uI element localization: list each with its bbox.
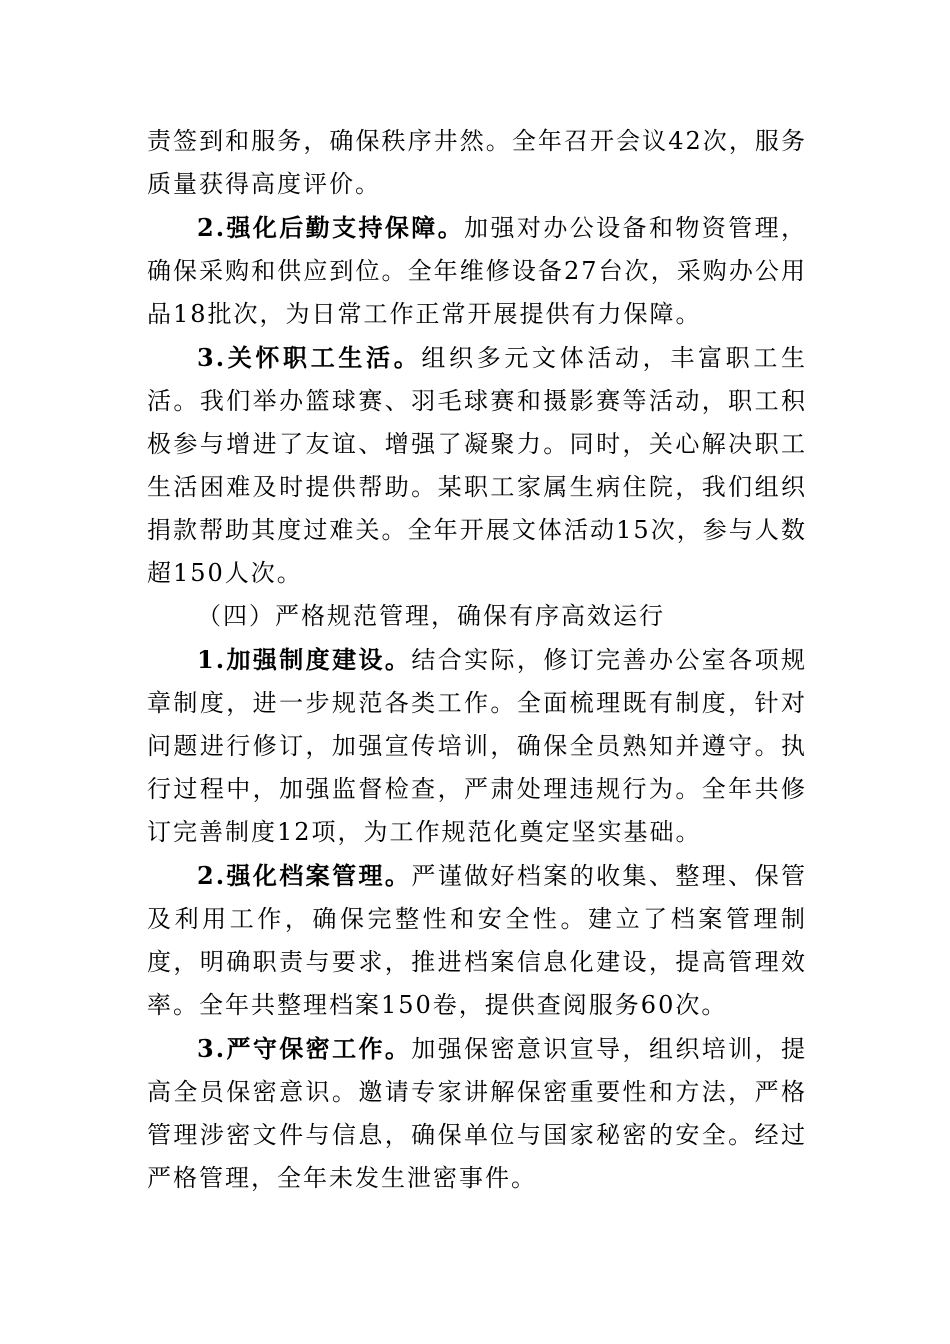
paragraph-archive-management — [147, 854, 807, 1027]
paragraph-lead: 2.强化后勤支持保障。 — [197, 213, 465, 242]
paragraph-text: 组织多元文体活动，丰富职工生活。我们举办篮球赛、羽毛球赛和摄影赛等活动，职工积极参与增进了友谊、增强了凝聚力。同时，关心解决职工生活困难及时提供帮助。某职工家属生病住院，我们组织捐款帮助其度过难关。全年开展文体活动15次，参与人数超150人次。 — [147, 344, 808, 587]
paragraph-text: 结合实际，修订完善办公室各项规章制度，进一步规范各类工作。全面梳理既有制度，针对问题进行修订，加强宣传培训，确保全员熟知并遵守。执行过程中，加强监督检查，严肃处理违规行为。全年共修订完善制度12项，为工作规范化奠定坚实基础。 — [147, 646, 807, 846]
paragraph-text: 责签到和服务，确保秩序井然。全年召开会议42次，服务质量获得高度评价。 — [147, 127, 807, 198]
paragraph-text: 加强对办公设备和物资管理，确保采购和供应到位。全年维修设备27台次，采购办公用品18批次，为日常工作正常开展提供有力保障。 — [147, 214, 807, 328]
paragraph-lead: 3.严守保密工作。 — [197, 1034, 412, 1063]
paragraph-text: 严谨做好档案的收集、整理、保管及利用工作，确保完整性和安全性。建立了档案管理制度，明确职责与要求，推进档案信息化建设，提高管理效率。全年共整理档案150卷，提供查阅服务60次。 — [147, 862, 807, 1019]
paragraph-logistics-support — [147, 206, 807, 336]
document-body — [147, 120, 807, 1200]
paragraph-lead: 1.加强制度建设。 — [197, 645, 412, 674]
section-heading: （四）严格规范管理，确保有序高效运行 — [197, 602, 665, 630]
paragraph-continuation — [147, 120, 807, 206]
paragraph-lead: 2.强化档案管理。 — [197, 861, 412, 890]
paragraph-staff-care — [147, 336, 807, 595]
paragraph-system-building — [147, 638, 807, 854]
paragraph-confidentiality — [147, 1027, 807, 1200]
paragraph-lead: 3.关怀职工生活。 — [197, 343, 422, 372]
paragraph-text: 加强保密意识宣导，组织培训，提高全员保密意识。邀请专家讲解保密重要性和方法，严格管理涉密文件与信息，确保单位与国家秘密的安全。经过严格管理，全年未发生泄密事件。 — [147, 1035, 807, 1192]
